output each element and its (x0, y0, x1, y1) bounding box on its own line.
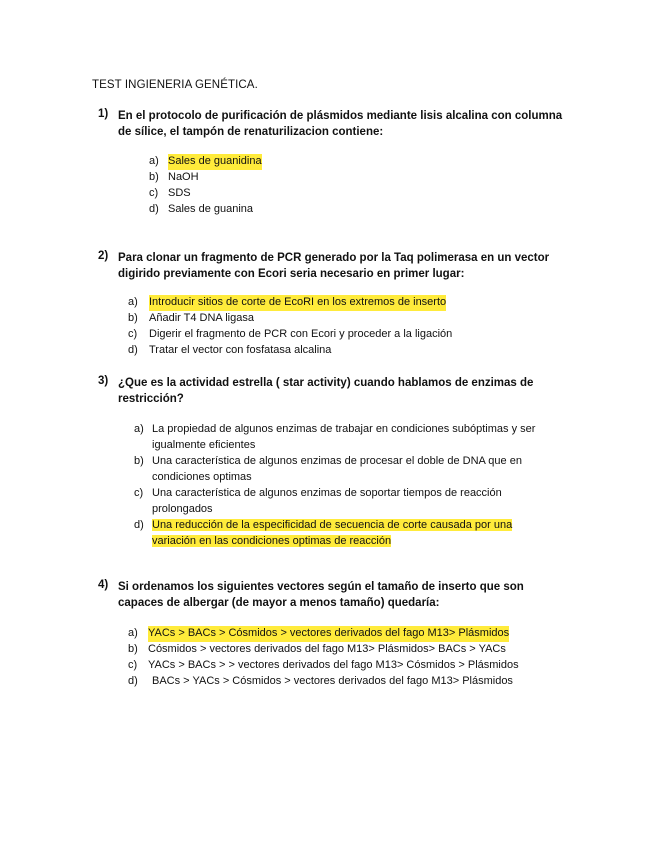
highlighted-answer: Una reducción de la especificidad de secuencia de corte causada por una variación en las condiciones optimas de reacción (152, 519, 513, 547)
option-text-highlighted: Sales de guanidina (168, 154, 262, 170)
option-letter: c) (134, 487, 144, 499)
option-letter: d) (149, 203, 159, 215)
option-letter: a) (128, 296, 138, 308)
option-text: NaOH (168, 171, 199, 183)
document-title: TEST INGIENERIA GENÉTICA. (92, 79, 258, 91)
option-letter: a) (134, 423, 144, 435)
option-letter: c) (128, 328, 138, 340)
question-number: 3) (98, 375, 109, 387)
option-letter: a) (149, 155, 159, 167)
option-text: Cósmidos > vectores derivados del fago M13> Plásmidos> BACs > YACs (148, 643, 506, 655)
option-text: Sales de guanina (168, 203, 254, 215)
option-letter: b) (149, 171, 159, 183)
option-letter: b) (128, 312, 138, 324)
option-text: Una característica de algunos enzimas de soportar tiempos de reacción prolongados (152, 487, 502, 515)
question-number: 1) (98, 108, 109, 120)
option-letter: b) (134, 455, 144, 467)
option-letter: c) (128, 659, 138, 671)
question-text: Si ordenamos los siguientes vectores según el tamaño de inserto que son capaces de albergar (de mayor a menos tamaño) quedaría: (118, 581, 524, 609)
option-letter: a) (128, 627, 138, 639)
question-text: En el protocolo de purificación de plásmidos mediante lisis alcalina con columna de sílice, el tampón de renaturilizacion contiene: (118, 110, 563, 138)
option-text-highlighted: Introducir sitios de corte de EcoRI en los extremos de inserto (149, 295, 446, 311)
option-text: YACs > BACs > > vectores derivados del fago M13> Cósmidos > Plásmidos (148, 659, 519, 671)
option-letter: c) (149, 187, 159, 199)
option-text: BACs > YACs > Cósmidos > vectores derivados del fago M13> Plásmidos (152, 675, 513, 687)
option-text-highlighted (152, 518, 547, 549)
option-letter: d) (128, 675, 138, 687)
option-text: Digerir el fragmento de PCR con Ecori y proceder a la ligación (149, 328, 453, 340)
option-text: Una característica de algunos enzimas de procesar el doble de DNA que en condiciones optimas (152, 455, 522, 483)
option-text: Añadir T4 DNA ligasa (149, 312, 254, 324)
question-text: ¿Que es la actividad estrella ( star activity) cuando hablamos de enzimas de restricción? (118, 377, 534, 405)
option-text: SDS (168, 187, 191, 199)
question-number: 4) (98, 579, 109, 591)
question-number: 2) (98, 250, 109, 262)
option-letter: b) (128, 643, 138, 655)
option-letter: d) (128, 344, 138, 356)
option-letter: d) (134, 519, 144, 531)
option-text: La propiedad de algunos enzimas de trabajar en condiciones subóptimas y ser igualmente eficientes (152, 423, 536, 451)
option-text: Tratar el vector con fosfatasa alcalina (149, 344, 332, 356)
question-text: Para clonar un fragmento de PCR generado por la Taq polimerasa en un vector digirido previamente con Ecori seria necesario en primer lugar: (118, 252, 550, 280)
option-text-highlighted: YACs > BACs > Cósmidos > vectores derivados del fago M13> Plásmidos (148, 626, 509, 642)
